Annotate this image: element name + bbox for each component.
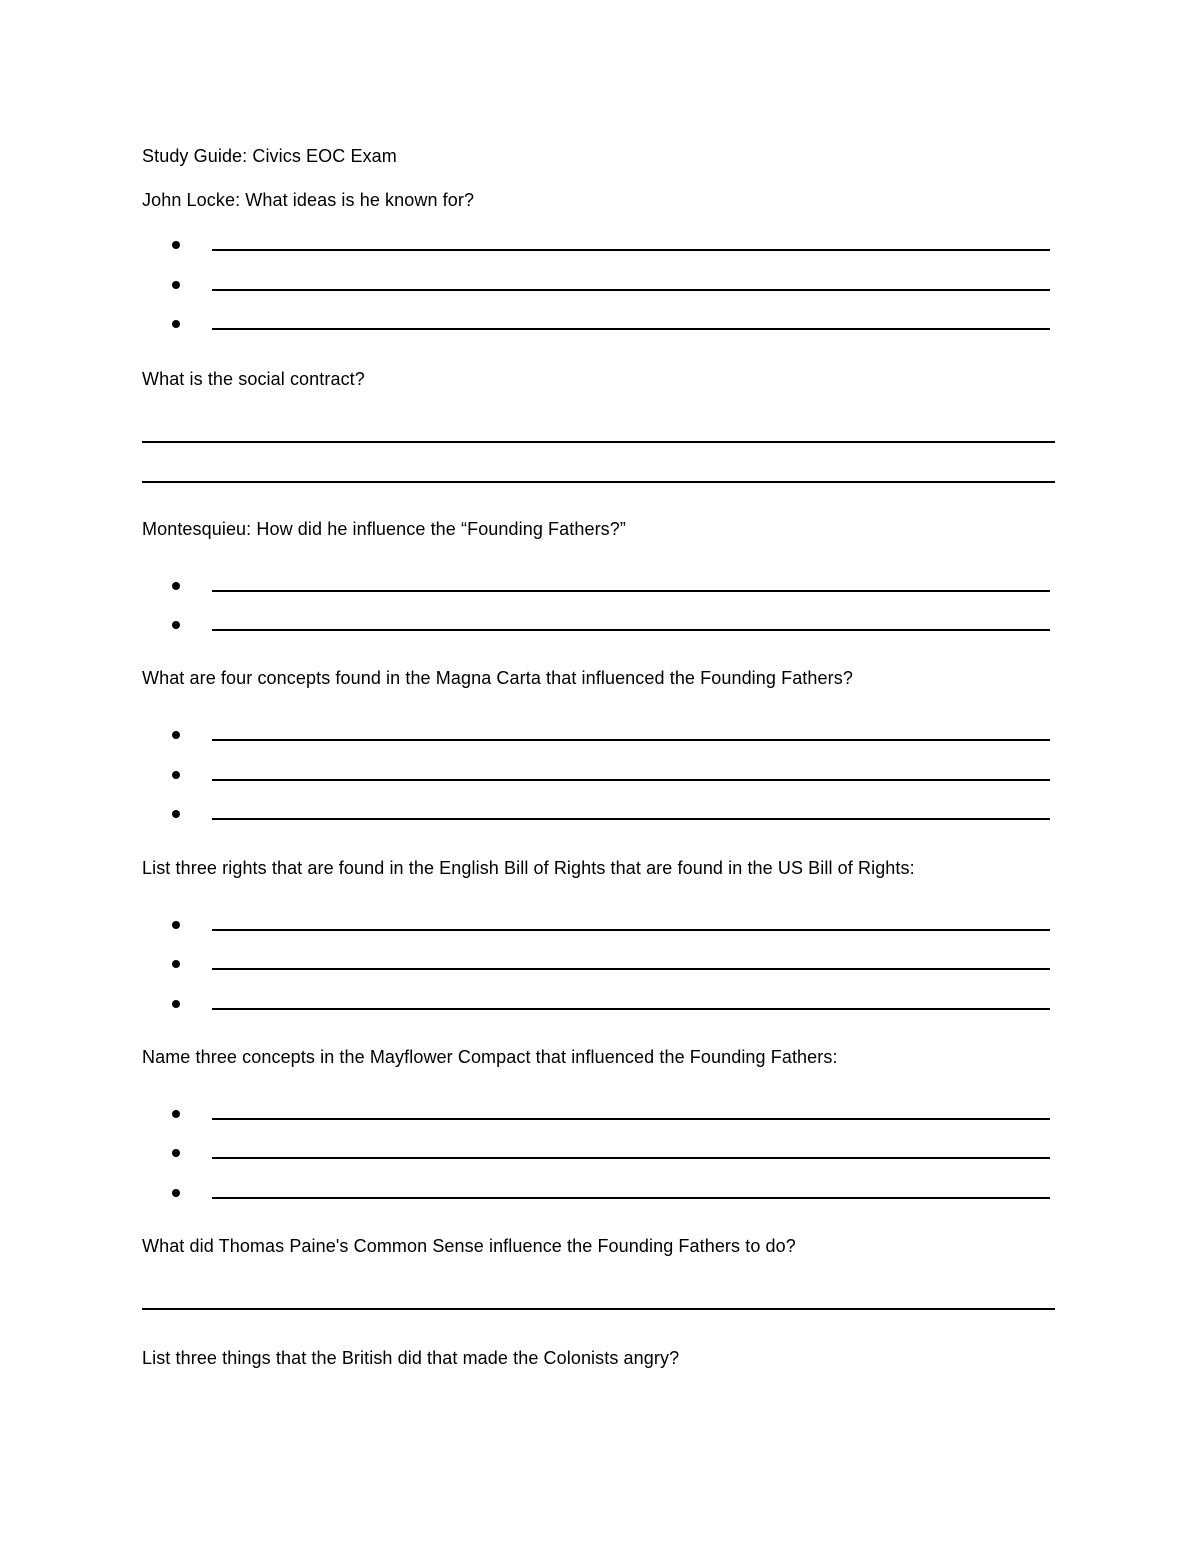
answer-blank-line	[212, 590, 1050, 592]
bullet-icon	[172, 960, 180, 968]
answer-bullet-row	[172, 805, 1052, 827]
answer-blank-line	[212, 629, 1050, 631]
answer-blank-line	[142, 481, 1055, 483]
bullet-icon	[172, 621, 180, 629]
bullet-icon	[172, 1110, 180, 1118]
question-social-contract: What is the social contract?	[142, 369, 365, 389]
bullet-icon	[172, 241, 180, 249]
answer-bullet-row	[172, 315, 1052, 337]
answer-blank-line	[212, 929, 1050, 931]
bullet-icon	[172, 921, 180, 929]
answer-blank-line	[212, 968, 1050, 970]
question-english-bill-of-rights: List three rights that are found in the English Bill of Rights that are found in the US Bill of Rights:	[142, 858, 915, 878]
question-mayflower-compact: Name three concepts in the Mayflower Compact that influenced the Founding Fathers:	[142, 1047, 838, 1067]
bullet-icon	[172, 810, 180, 818]
answer-blank-line	[212, 739, 1050, 741]
answer-bullet-row	[172, 1144, 1052, 1166]
bullet-icon	[172, 320, 180, 328]
bullet-icon	[172, 771, 180, 779]
answer-blank-line	[212, 328, 1050, 330]
answer-blank-line	[212, 779, 1050, 781]
answer-bullet-row	[172, 577, 1052, 599]
answer-bullet-row	[172, 1184, 1052, 1206]
answer-bullet-row	[172, 766, 1052, 788]
answer-bullet-row	[172, 276, 1052, 298]
answer-bullet-row	[172, 1105, 1052, 1127]
bullet-icon	[172, 582, 180, 590]
answer-bullet-row	[172, 955, 1052, 977]
answer-blank-line	[212, 289, 1050, 291]
question-john-locke: John Locke: What ideas is he known for?	[142, 190, 475, 210]
question-common-sense: What did Thomas Paine's Common Sense influence the Founding Fathers to do?	[142, 1236, 796, 1256]
answer-bullet-row	[172, 726, 1052, 748]
answer-bullet-row	[172, 616, 1052, 638]
bullet-icon	[172, 731, 180, 739]
answer-blank-line	[212, 1157, 1050, 1159]
question-montesquieu: Montesquieu: How did he influence the “Founding Fathers?”	[142, 519, 626, 539]
bullet-icon	[172, 281, 180, 289]
answer-blank-line	[212, 818, 1050, 820]
answer-blank-line	[212, 1118, 1050, 1120]
page-title: Study Guide: Civics EOC Exam	[142, 146, 397, 166]
question-british-actions: List three things that the British did that made the Colonists angry?	[142, 1348, 680, 1368]
bullet-icon	[172, 1189, 180, 1197]
answer-blank-line	[212, 1008, 1050, 1010]
answer-blank-line	[212, 1197, 1050, 1199]
answer-blank-line	[142, 1308, 1055, 1310]
answer-bullet-row	[172, 236, 1052, 258]
bullet-icon	[172, 1149, 180, 1157]
answer-bullet-row	[172, 916, 1052, 938]
question-magna-carta: What are four concepts found in the Magna Carta that influenced the Founding Fathers?	[142, 668, 853, 688]
bullet-icon	[172, 1000, 180, 1008]
answer-blank-line	[142, 441, 1055, 443]
answer-bullet-row	[172, 995, 1052, 1017]
answer-blank-line	[212, 249, 1050, 251]
